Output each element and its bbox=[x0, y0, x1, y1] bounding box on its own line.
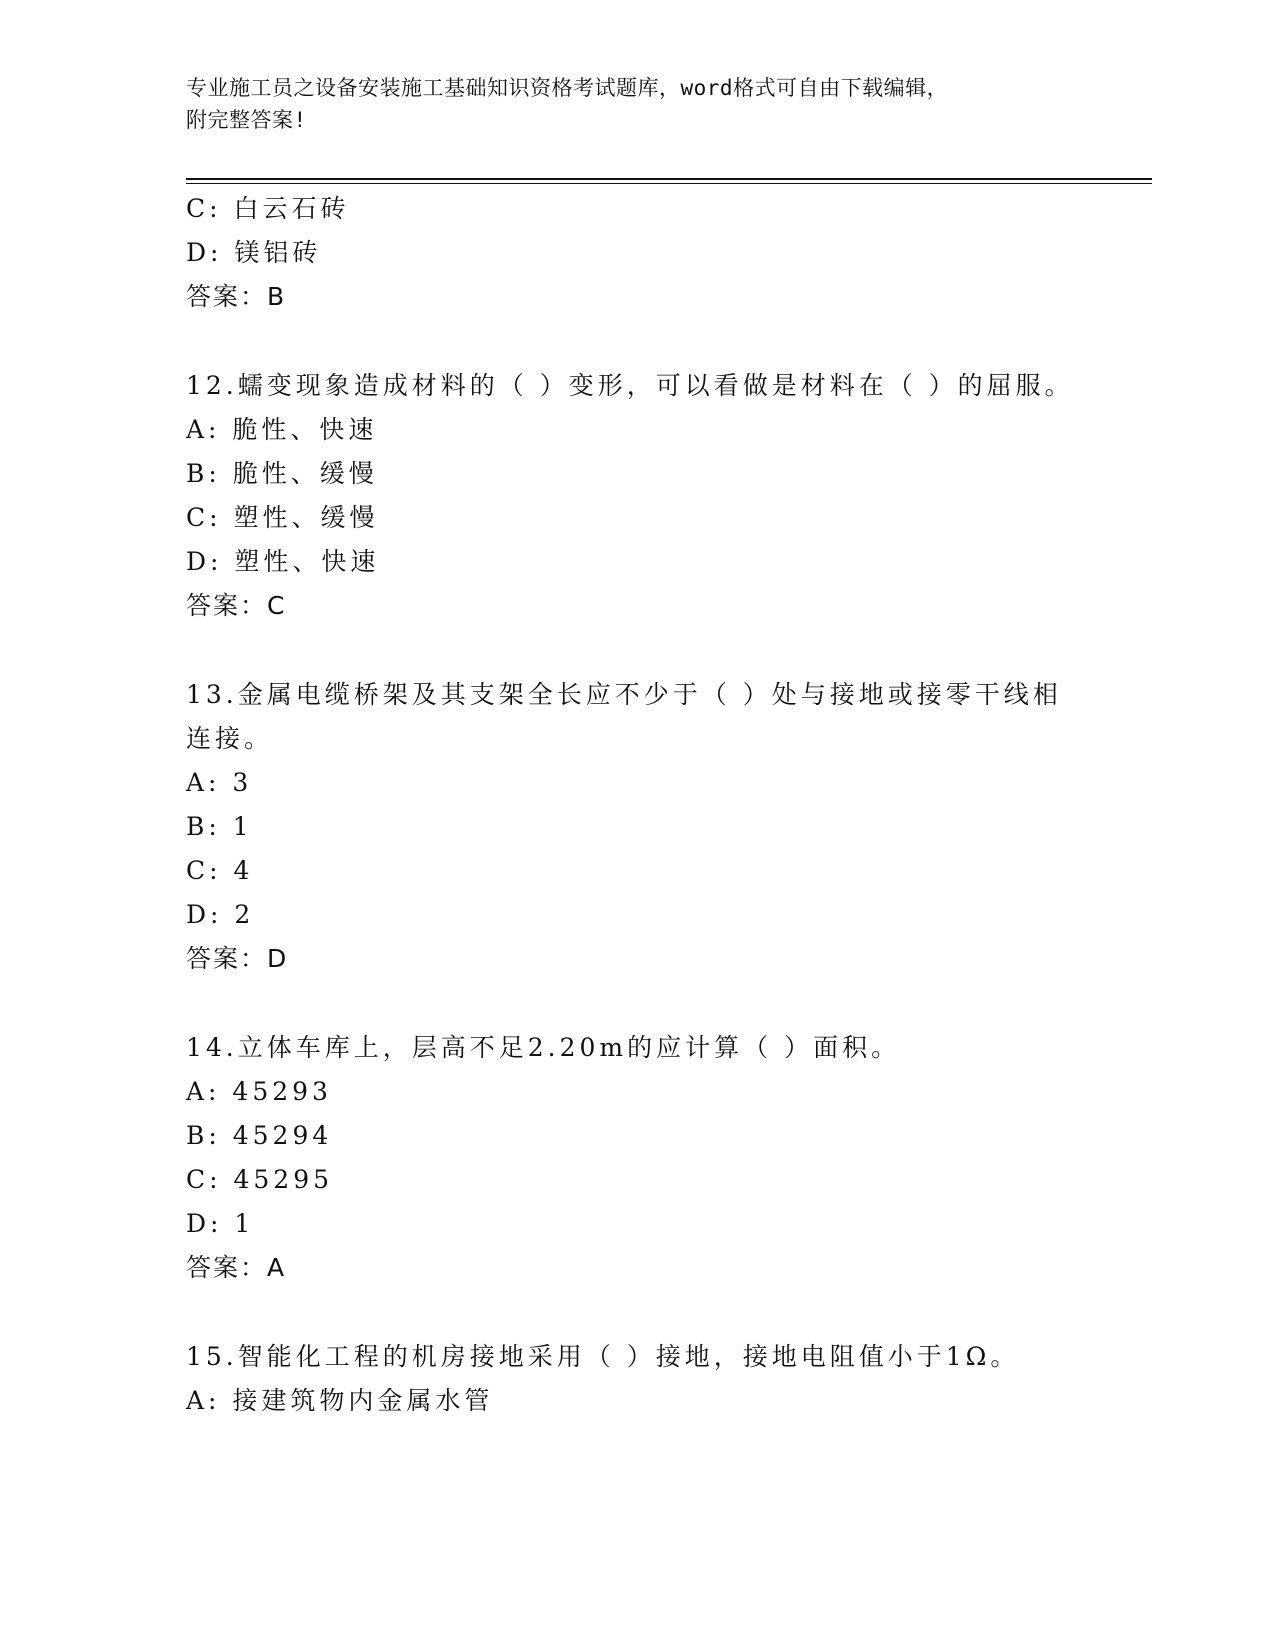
q12-answer: 答案：C bbox=[186, 591, 287, 620]
header-rule-thin bbox=[186, 183, 1152, 184]
q12-option-a: A: 脆性、快速 bbox=[186, 415, 378, 444]
q12-option-b: B: 脆性、缓慢 bbox=[186, 459, 378, 488]
q11-option-c: C: 白云石砖 bbox=[186, 194, 350, 223]
q13-option-d: D: 2 bbox=[186, 900, 255, 929]
q12-option-c: C: 塑性、缓慢 bbox=[186, 503, 379, 532]
document-header bbox=[186, 72, 1066, 136]
q13-question-line-2: 连接。 bbox=[186, 724, 274, 753]
q12-question: 12.蠕变现象造成材料的（ ）变形，可以看做是材料在（ ）的屈服。 bbox=[186, 371, 1074, 400]
q14-answer: 答案：A bbox=[186, 1253, 287, 1282]
q14-option-b: B: 45294 bbox=[186, 1121, 333, 1150]
q14-question: 14.立体车库上，层高不足2.20m的应计算（ ）面积。 bbox=[186, 1033, 901, 1062]
q14-option-c: C: 45295 bbox=[186, 1165, 334, 1194]
q13-option-b: B: 1 bbox=[186, 812, 253, 841]
header-line-2: 附完整答案! bbox=[186, 108, 307, 132]
q13-question-line-1: 13.金属电缆桥架及其支架全长应不少于（ ）处与接地或接零干线相 bbox=[186, 680, 1062, 709]
header-line-1: 专业施工员之设备安装施工基础知识资格考试题库，word格式可自由下载编辑， bbox=[186, 76, 949, 100]
q15-option-a: A: 接建筑物内金属水管 bbox=[186, 1386, 494, 1415]
q15-question: 15.智能化工程的机房接地采用（ ）接地，接地电阻值小于1Ω。 bbox=[186, 1342, 1020, 1371]
header-rule-thick bbox=[186, 178, 1152, 180]
q14-option-d: D: 1 bbox=[186, 1209, 255, 1238]
q14-option-a: A: 45293 bbox=[186, 1077, 332, 1106]
q13-option-a: A: 3 bbox=[186, 768, 253, 797]
q11-answer: 答案：B bbox=[186, 282, 287, 311]
q11-option-d: D: 镁铝砖 bbox=[186, 238, 322, 267]
q13-answer: 答案：D bbox=[186, 944, 289, 973]
q13-option-c: C: 4 bbox=[186, 856, 254, 885]
q12-option-d: D: 塑性、快速 bbox=[186, 547, 380, 576]
